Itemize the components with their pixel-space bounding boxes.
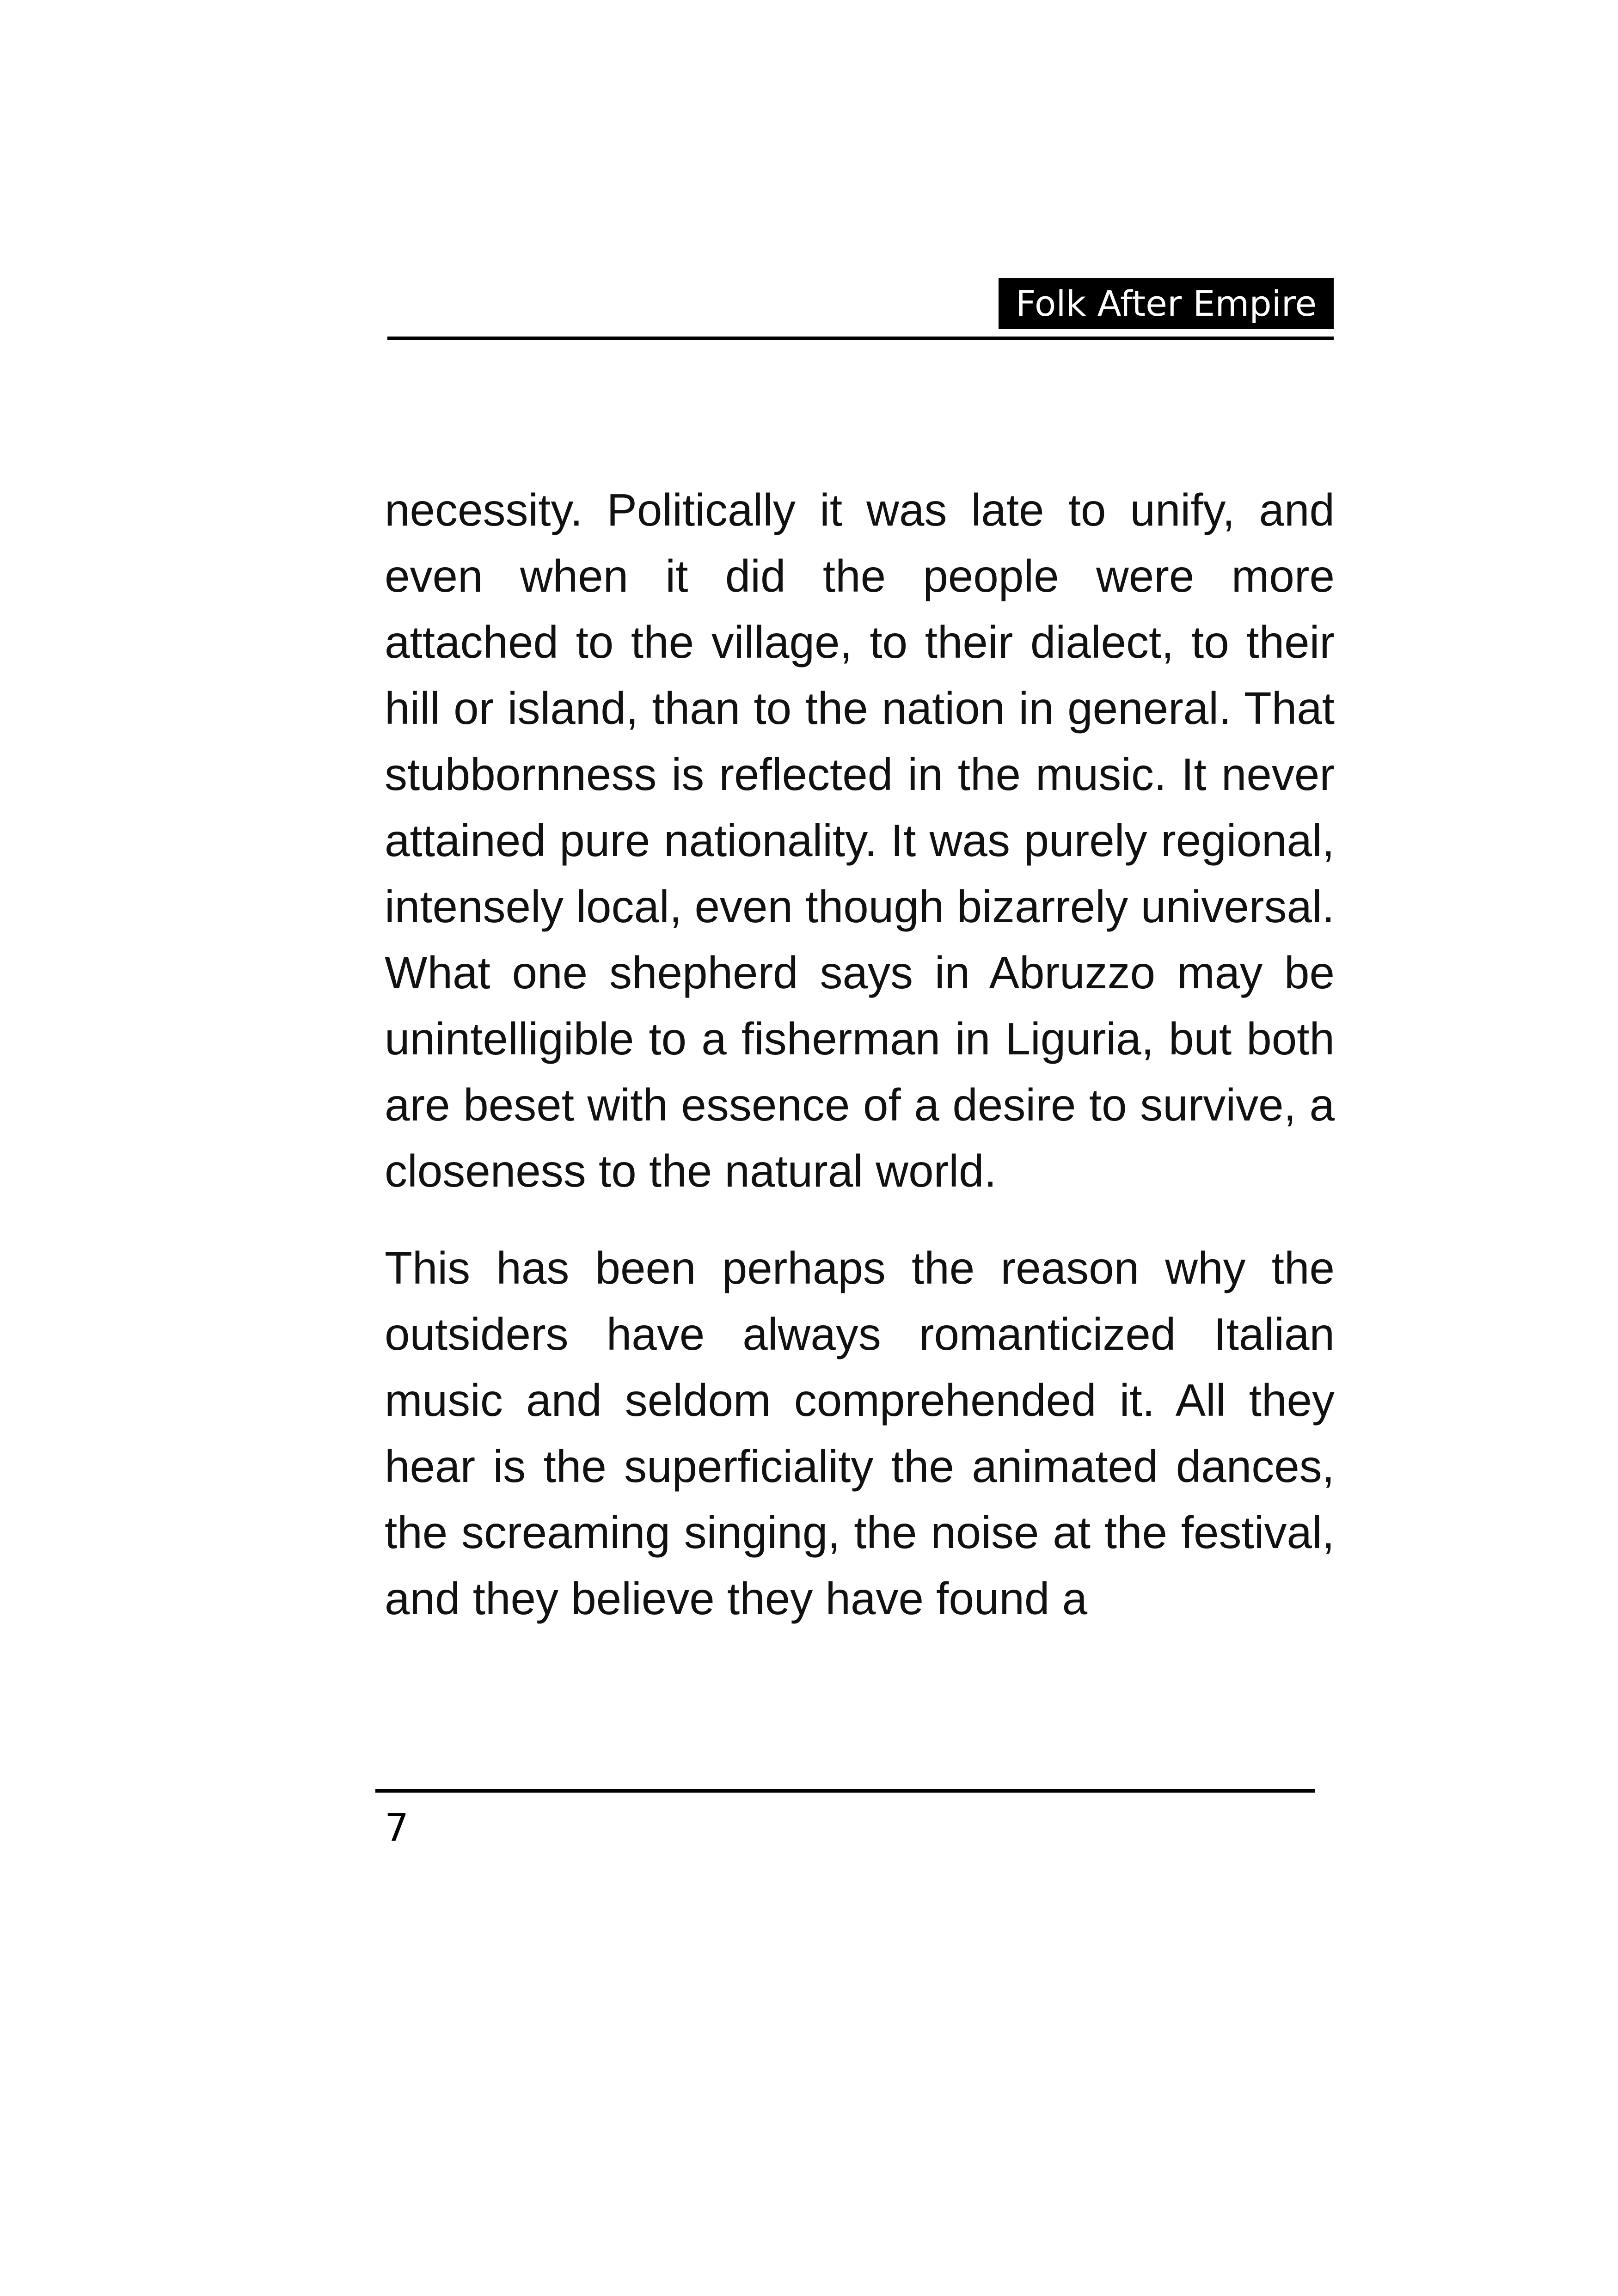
footer-divider: [375, 1789, 1315, 1793]
page-body: [385, 477, 1335, 1632]
running-header-title: Folk After Empire: [999, 278, 1334, 329]
page-number: 7: [385, 1806, 409, 1850]
body-paragraph: This has been perhaps the reason why the outsiders have always romanticized Italian music and seldom comprehended it. All they hear is the superficiality the animated dances, the screaming singing, the noise at the festival, and they believe they have found a: [385, 1243, 1335, 1624]
header-divider: [387, 337, 1334, 340]
body-paragraph: necessity. Politically it was late to unify, and even when it did the people were more attached to the village, to their dialect, to their hill or island, than to the nation in general. That stubbornness is reflected in the music. It never attained pure nationality. It was purely regional, intensely local, even though bizarrely universal. What one shepherd says in Abruzzo may be unintelligible to a fisherman in Liguria, but both are beset with essence of a desire to survive, a closeness to the natural world.: [385, 484, 1335, 1196]
